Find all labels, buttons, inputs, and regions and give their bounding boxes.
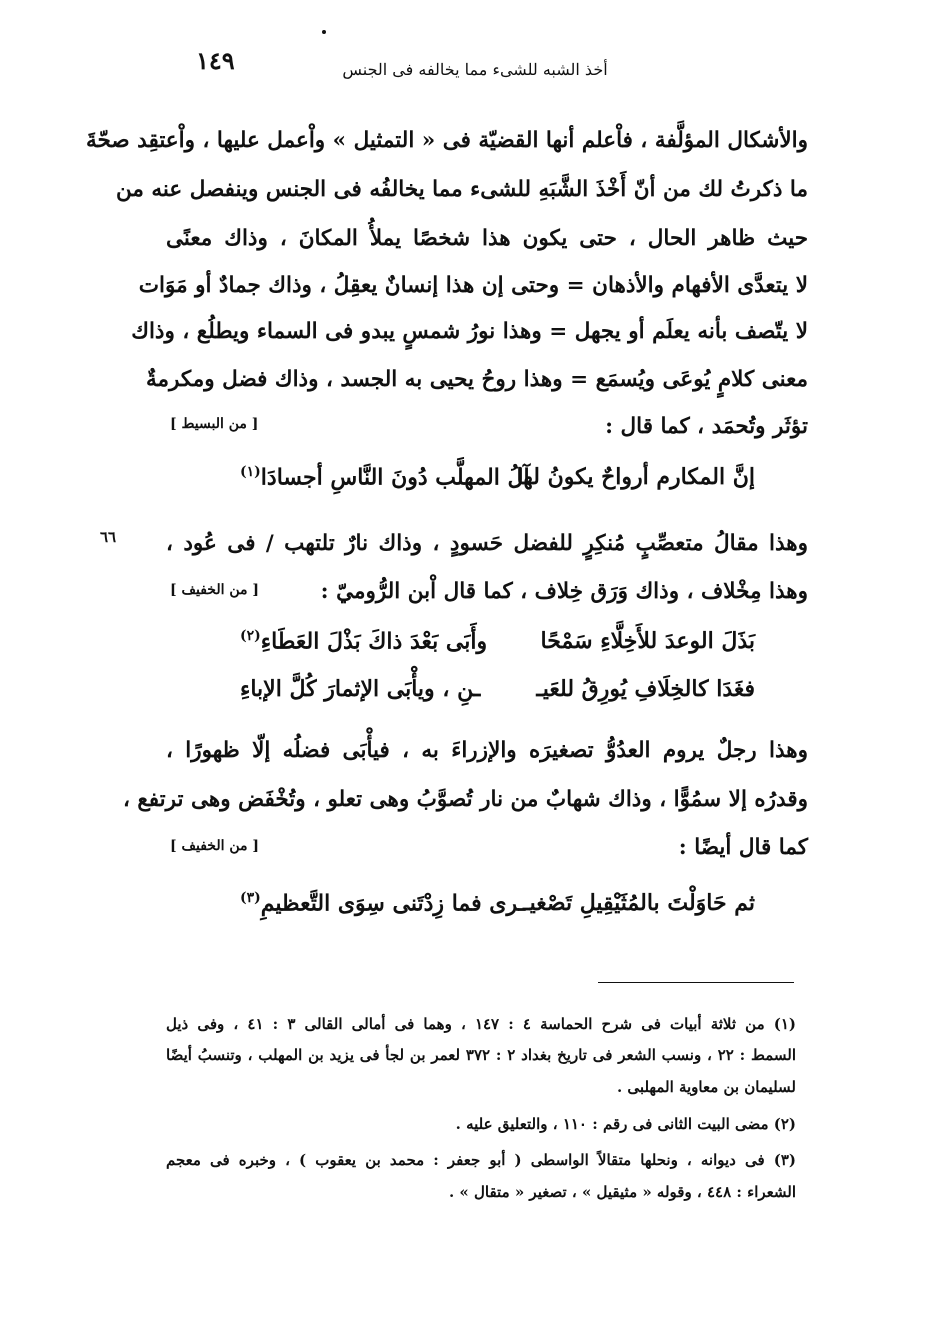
footnote-separator bbox=[598, 982, 794, 983]
body-line: لا يتّصف بأنه يعلَم أو يجهل = وهذا نورُ شمسٍ يبدو فى السماء ويطلُع ، وذاك bbox=[131, 319, 808, 344]
verse-line bbox=[200, 628, 755, 668]
verse-hemistich-second: ـنِ ، ويأْبَى الإثمارَ كُلَّ الإباءِ bbox=[240, 676, 481, 702]
body-line: معنى كلامٍ يُوعَى ويُسمَع = وهذا روحُ يحيى به الجسد ، وذاك فضل ومكرمةٌ bbox=[146, 367, 808, 392]
footnote-line: لسليمان بن معاوية المهلبى . bbox=[616, 1078, 796, 1096]
running-title: أخذ الشبه للشىء مما يخالفه فى الجنس bbox=[342, 60, 608, 79]
verse-line bbox=[200, 676, 755, 716]
body-line: والأشكال المؤلَّفة ، فاْعلم أنها القضيّة فى « التمثيل » واْعمل عليها ، واْعتقِد صحّةَ bbox=[86, 128, 808, 153]
body-line: لا يتعدَّى الأفهام والأذهان = وحتى إن هذا إنسانٌ يعقِلُ ، وذاك جمادٌ أو مَوَات bbox=[138, 273, 808, 298]
body-line: كما قال أيضًا : bbox=[678, 835, 808, 860]
verse-hemistich-first: ثم حَاوَلْتَ بالمُثَيْقِيلِ تَصْغيـ bbox=[523, 890, 755, 916]
verse-hemistich-first: بَذَلَ الوعدَ للأَخِلَّاءِ سَمْحًا bbox=[540, 628, 755, 654]
footnote-marker: (٢) bbox=[240, 628, 261, 644]
verse-hemistich-first: إنَّ المكارم أرواحٌ يكونُ لها bbox=[516, 464, 755, 490]
page-number: ١٤٩ bbox=[196, 46, 235, 75]
verse-hemistich-first: فغَدَا كالخِلَافِ يُورِقُ للعَيـ bbox=[536, 676, 755, 702]
meter-label: [ من الخفيف ] bbox=[170, 582, 260, 598]
meter-label: [ من البسيط ] bbox=[170, 416, 259, 432]
verse-hemistich-second: ـرى فما زِدْتَنى سِوَى التَّعظيمِ$^{(٣)}$ bbox=[240, 890, 526, 917]
verse-line bbox=[200, 464, 755, 504]
footnote-marker: (١) bbox=[240, 464, 261, 480]
body-line: وقدرُه إلا سمُوًّا ، وذاك شهابٌ من نار تُصوَّبُ وهى تعلو ، وتُخْفَض وهى ترتفع ، bbox=[122, 787, 808, 812]
print-speck bbox=[322, 30, 326, 34]
body-line: وهذا رجلٌ يروم العدُوُّ تصغيرَه والإزراءَ به ، فيأْبَى فضلُه إلّا ظهورًا ، bbox=[166, 738, 808, 763]
body-line: وهذا مقالُ متعصِّبٍ مُنكِرٍ للفضل حَسودٍ ، وذاك نارٌ تلتهب / فى عُود ، bbox=[166, 531, 808, 556]
footnote-line: الشعراء : ٤٤٨ ، وقوله « مثيقيل » ، تصغير « متقال » . bbox=[448, 1183, 796, 1201]
footnote-line: (١) من ثلاثة أبيات فى شرح الحماسة ٤ : ١٤٧ ، وهما فى أمالى القالى ٣ : ٤١ ، وفى ذيل bbox=[166, 1015, 797, 1033]
footnote-line: السمط : ٢٢ ، ونسب الشعر فى تاريخ بغداد ٢ : ٣٧٢ لعمر بن لجأ فى يزيد بن المهلب ، وتنسبُ أيضًا bbox=[166, 1046, 797, 1064]
body-line: وهذا مِخْلاف ، وذاك وَرَق خِلاف ، كما قال اْبن الرُّوميّ : bbox=[320, 579, 808, 604]
footnote-line: (٢) مضى البيت الثانى فى رقم : ١١٠ ، والتعليق عليه . bbox=[455, 1115, 796, 1133]
verse-hemistich-second: آلُ المهلَّب دُونَ النَّاسِ أجسادَا$^{(١)}$ bbox=[240, 464, 530, 491]
body-line: ما ذكرتُ لك من أنّ أَخْذَ الشَّبَهِ للشىء مما يخالفُه فى الجنس وينفصل عنه من bbox=[116, 177, 808, 202]
body-line: تؤثَر وتُحمَد ، كما قال : bbox=[605, 414, 808, 439]
footnote-line: (٣) فى ديوانه ، ونحلها متقالاً الواسطى ( أبو جعفر : محمد بن يعقوب ) ، وخبره فى معجم bbox=[166, 1151, 796, 1169]
footnote-marker: (٣) bbox=[240, 890, 261, 906]
margin-page-reference: ٦٦ bbox=[100, 528, 117, 546]
meter-label: [ من الخفيف ] bbox=[170, 838, 260, 854]
verse-hemistich-second: وأَبَى بَعْدَ ذاكَ بَذْلَ العَطَاءِ$^{(٢)}$ bbox=[240, 628, 488, 655]
verse-line bbox=[200, 890, 755, 930]
body-line: حيث ظاهر الحال ، حتى يكون هذا شخصًا يملأُ المكانَ ، وذاك معنًى bbox=[166, 226, 808, 251]
